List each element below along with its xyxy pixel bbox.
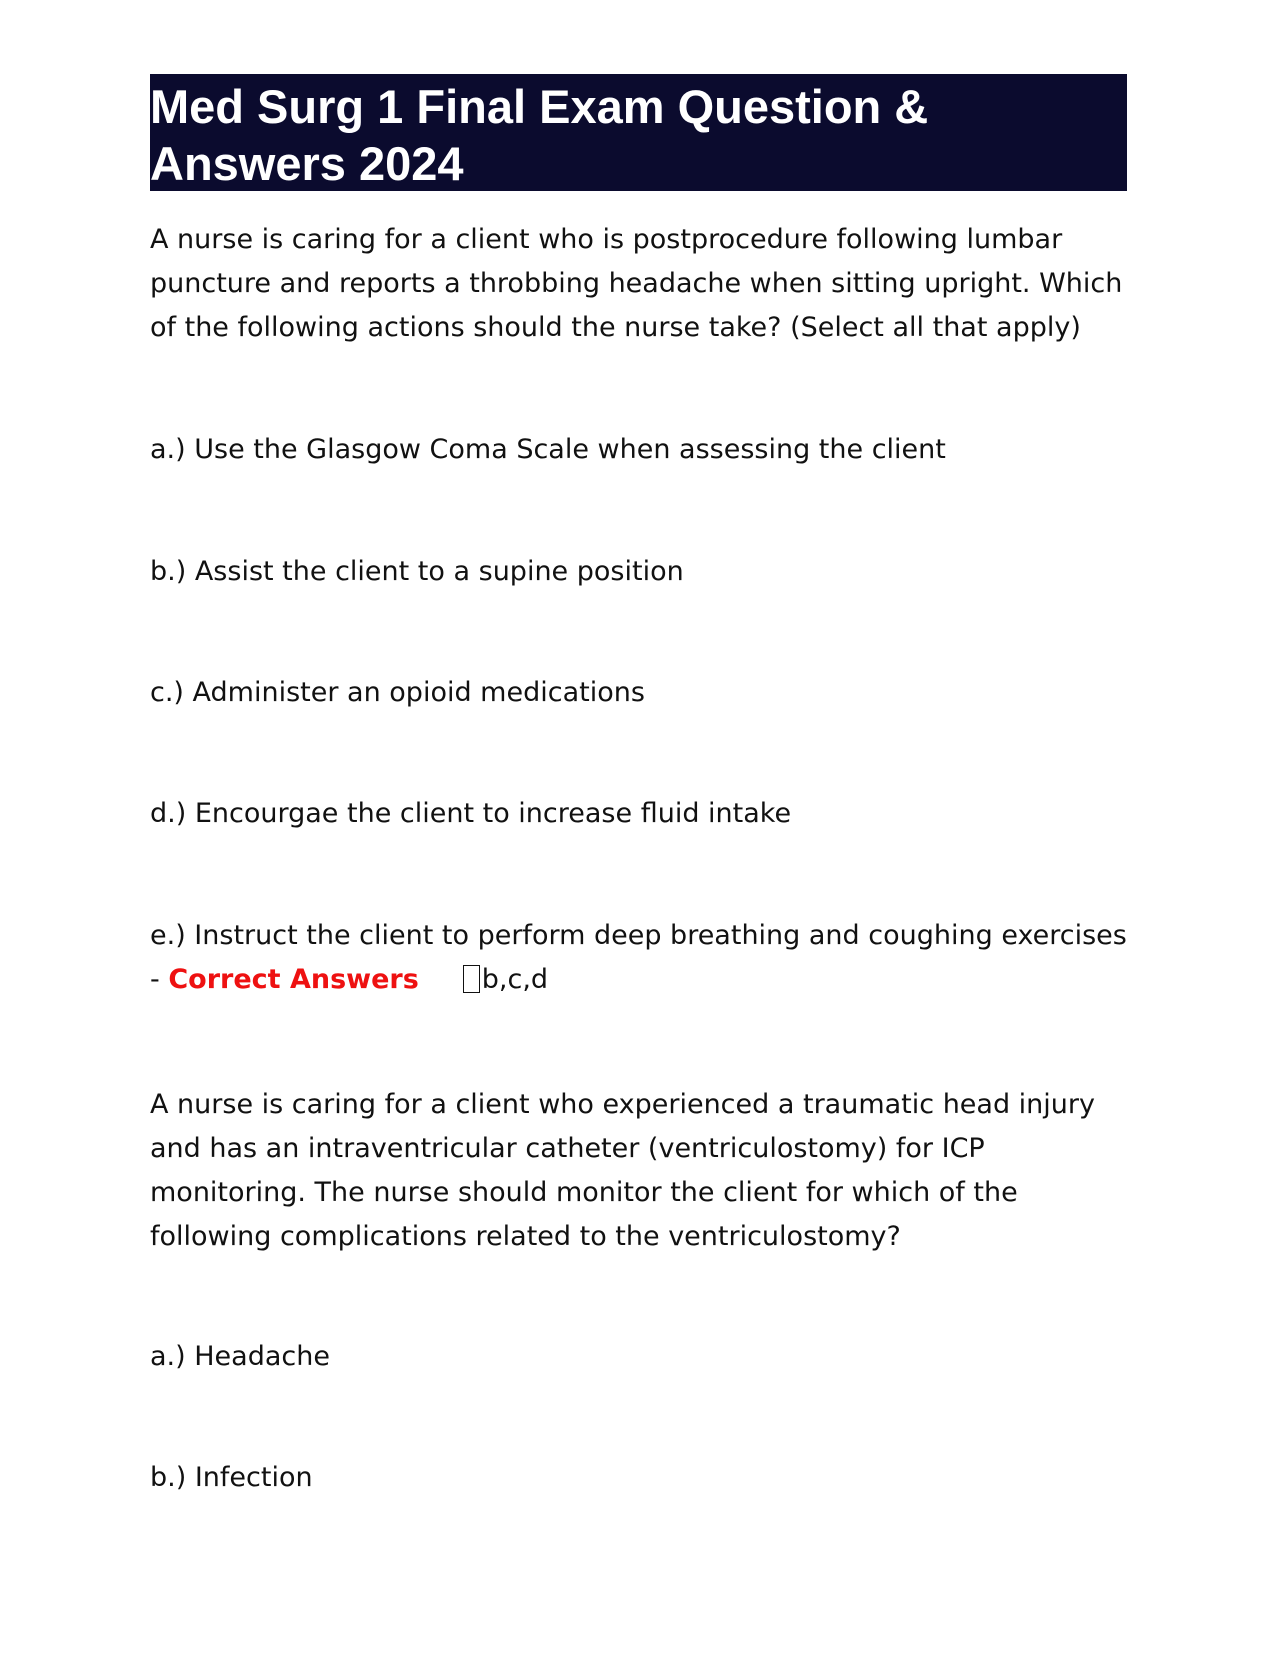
question-1-option-a: a.) Use the Glasgow Coma Scale when assessing the client bbox=[150, 434, 946, 465]
title-banner bbox=[150, 74, 1127, 191]
answer-prefix: - bbox=[150, 964, 169, 995]
question-1-option-e: e.) Instruct the client to perform deep breathing and coughing exercises bbox=[150, 920, 1127, 951]
question-1-stem: A nurse is caring for a client who is postprocedure following lumbar puncture and reports a throbbing headache when sitting upright. Which of the following actions should the nurse take? (Select all that apply) bbox=[150, 224, 1123, 343]
question-1-option-c: c.) Administer an opioid medications bbox=[150, 677, 645, 708]
document-title: Med Surg 1 Final Exam Question & Answers 2024 bbox=[150, 80, 929, 190]
checkbox-icon bbox=[463, 965, 480, 993]
question-2-option-a: a.) Headache bbox=[150, 1341, 330, 1372]
question-2-stem: A nurse is caring for a client who experienced a traumatic head injury and has an intraventricular catheter (ventriculostomy) for ICP monitoring. The nurse should monitor the client for which of the following complications related to the ventriculostomy? bbox=[150, 1089, 1095, 1252]
question-1-option-d: d.) Encourgae the client to increase fluid intake bbox=[150, 798, 792, 829]
question-1-answer bbox=[150, 958, 1140, 1002]
question-2-option-b: b.) Infection bbox=[150, 1462, 313, 1493]
question-1-option-b: b.) Assist the client to a supine position bbox=[150, 556, 684, 587]
correct-answers-value: b,c,d bbox=[481, 964, 549, 995]
correct-answers-label: Correct Answers bbox=[168, 964, 419, 995]
